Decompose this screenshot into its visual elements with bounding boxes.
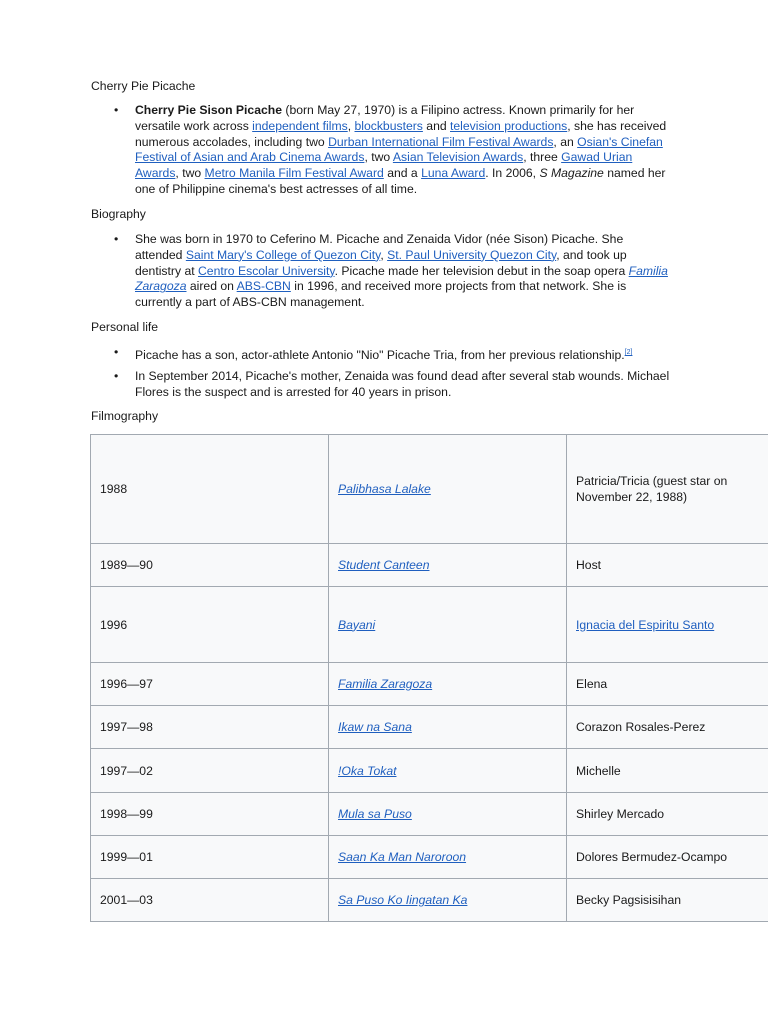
table-row [91,587,768,663]
reference-link[interactable]: [2] [624,349,633,356]
section-heading-filmography: Filmography [91,409,159,423]
table-row [91,544,768,587]
title-cell [329,793,567,836]
show-title-link[interactable]: Saan Ka Man Naroroon [338,850,467,864]
show-title-link[interactable]: Ikaw na Sana [338,720,412,734]
role-cell: Shirley Mercado [567,793,768,836]
bullet-icon: • [114,232,119,246]
intro-text: and [422,118,451,133]
role-cell: Patricia/Tricia (guest star on November 22, 1988) [567,435,768,544]
show-title-link[interactable]: Bayani [338,617,376,632]
bullet-icon: • [114,345,119,359]
table-row [91,793,768,836]
intro-text: , an [553,134,578,149]
show-title-link[interactable]: Mula sa Puso [338,807,412,821]
year-cell: 1997—02 [91,749,329,793]
table-row [91,706,768,749]
bio-text: , and took up dentistry at [135,247,627,278]
bullet-icon: • [114,369,119,383]
intro-text: , two [175,166,205,181]
filmography-table [90,434,768,922]
show-title-link[interactable]: Palibhasa Lalake [338,482,431,496]
role-cell: Corazon Rosales-Perez [567,706,768,749]
title-cell [329,879,567,922]
role-cell: Elena [567,663,768,706]
bio-text: in 1996, and received more projects from that network. She is currently a part of ABS-CBN management. [135,279,627,310]
link-st-paul-university[interactable]: St. Paul University Quezon City [387,247,557,262]
personal-list [114,345,674,364]
link-saint-marys-college[interactable]: Saint Mary's College of Quezon City [185,247,381,262]
intro-text: , she has received numerous accolades, including two [135,118,667,149]
link-television-productions[interactable]: television productions [450,118,568,133]
intro-text: named her one of Philippine cinema's best actresses of all time. [135,166,666,196]
section-heading-personal-life: Personal life [91,320,159,334]
year-cell: 1996—97 [91,663,329,706]
show-title-link[interactable]: Familia Zaragoza [338,677,433,691]
biography-list [114,232,674,311]
year-cell: 1988 [91,435,329,544]
personal-text: Picache has a son, actor-athlete Antonio "Nio" Picache Tria, from her previous relationship. [135,348,625,362]
intro-list [114,103,674,198]
intro-text: , two [364,150,393,165]
year-cell: 2001—03 [91,879,329,922]
show-title-link[interactable]: !Oka Tokat [338,763,397,778]
year-cell: 1998—99 [91,793,329,836]
bio-text: aired on [186,279,237,294]
table-row [91,836,768,879]
title-cell [329,435,567,544]
show-title-link[interactable]: Sa Puso Ko Iingatan Ka [338,893,468,907]
section-heading-biography: Biography [91,207,146,221]
subject-name: Cherry Pie Sison Picache [135,103,282,117]
role-cell: Dolores Bermudez-Ocampo [567,836,768,879]
intro-text: (born May 27, 1970) is a Filipino actress. Known primarily for her versatile work across [135,103,635,133]
table-row [91,879,768,922]
role-link[interactable]: Ignacia del Espiritu Santo [576,617,715,632]
link-abs-cbn[interactable]: ABS-CBN [236,279,291,294]
year-cell: 1999—01 [91,836,329,879]
intro-text: , three [523,150,562,165]
personal-text: In September 2014, Picache's mother, Zenaida was found dead after several stab wounds. Michael Flores is the suspect and is arrested for 40 years in prison. [135,369,670,399]
link-osians-cinefan-awards[interactable]: Osian's Cinefan Festival of Asian and Arab Cinema Awards [135,134,663,165]
year-cell: 1996 [91,587,329,663]
bio-text: , [380,247,388,262]
link-gawad-urian-awards[interactable]: Gawad Urian Awards [135,150,633,181]
title-cell [329,663,567,706]
role-cell [567,587,768,663]
table-row [91,663,768,706]
intro-text: . In 2006, [485,166,540,181]
bullet-icon: • [114,103,119,117]
personal-item [114,345,674,364]
role-cell: Michelle [567,749,768,793]
title-cell [329,749,567,793]
title-cell [329,836,567,879]
link-mmff-award[interactable]: Metro Manila Film Festival Award [204,166,384,181]
intro-text: and a [383,166,422,181]
year-cell: 1997—98 [91,706,329,749]
intro-paragraph [114,103,674,198]
link-durban-awards[interactable]: Durban International Film Festival Awards [328,134,554,149]
year-cell: 1989—90 [91,544,329,587]
table-row [91,749,768,793]
link-centro-escolar-university[interactable]: Centro Escolar University [198,263,335,278]
intro-text: , [347,118,355,133]
personal-item [114,369,674,401]
biography-paragraph [114,232,674,311]
title-cell [329,544,567,587]
role-cell: Becky Pagsisisihan [567,879,768,922]
bio-text: . Picache made her television debut in the soap opera [334,263,629,278]
link-luna-award[interactable]: Luna Award [421,166,486,181]
personal-list [114,369,674,401]
link-asian-television-awards[interactable]: Asian Television Awards [392,150,524,165]
link-blockbusters[interactable]: blockbusters [354,118,423,133]
page-title: Cherry Pie Picache [91,79,196,93]
bio-text: She was born in 1970 to Ceferino M. Picache and Zenaida Vidor (née Sison) Picache. She attended [135,232,624,262]
link-independent-films[interactable]: independent films [252,118,348,133]
title-cell [329,587,567,663]
magazine-name: S Magazine [539,166,604,181]
role-cell: Host [567,544,768,587]
title-cell [329,706,567,749]
show-title-link[interactable]: Student Canteen [338,558,430,572]
table-row [91,435,768,544]
link-familia-zaragoza[interactable]: Familia Zaragoza [135,263,668,294]
